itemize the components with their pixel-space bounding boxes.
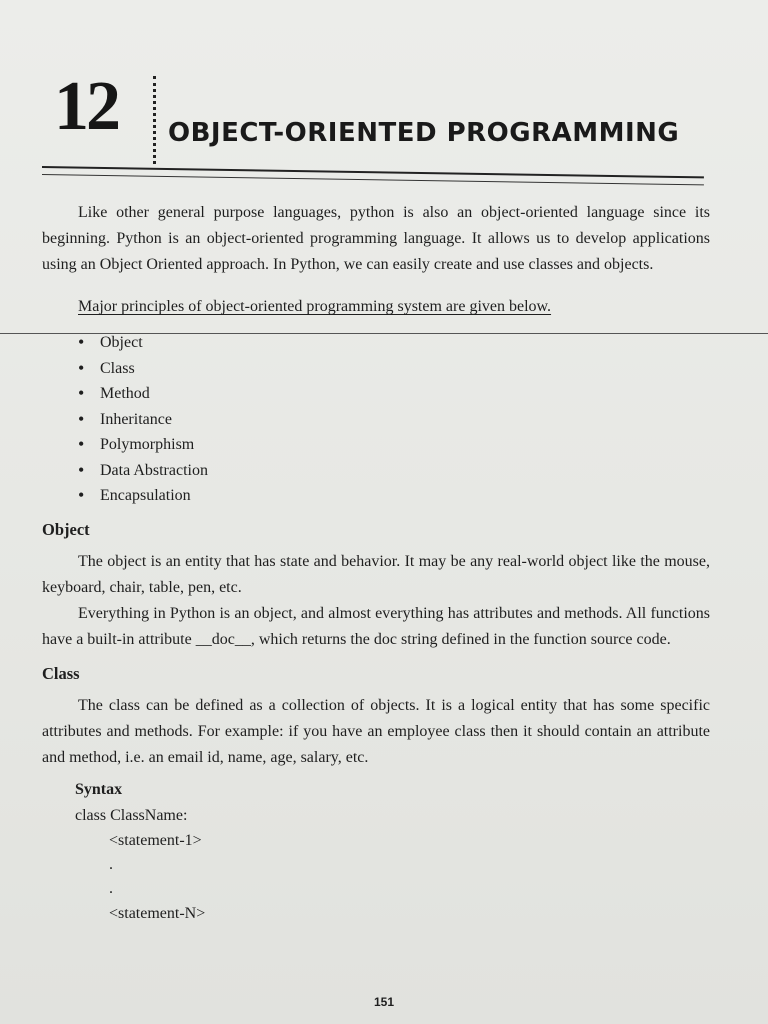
syntax-ellipsis-dot: . xyxy=(109,879,113,897)
syntax-block xyxy=(42,777,710,926)
class-paragraph: The class can be defined as a collection of objects. It is a logical entity that has some specific attributes and methods. For example: if you have an employee class then it should contain an attribute and method, i.e. an email id, name, age, salary, etc. xyxy=(42,696,710,766)
syntax-statement-last: <statement-N> xyxy=(109,904,206,922)
syntax-statement-first: <statement-1> xyxy=(109,831,202,849)
syntax-heading: Syntax xyxy=(75,780,123,798)
list-item: • Object xyxy=(78,330,710,356)
chapter-title: OBJECT-ORIENTED PROGRAMMING xyxy=(168,118,680,148)
list-item: • Data Abstraction xyxy=(78,458,710,484)
list-item: • Polymorphism xyxy=(78,432,710,458)
chapter-number: 12 xyxy=(54,68,118,145)
object-heading: Object xyxy=(42,519,90,539)
chapter-header xyxy=(42,68,707,198)
object-paragraph-2: Everything in Python is an object, and almost everything has attributes and methods. All functions have a built-in attribute __doc__, which returns the doc string defined in the function source code. xyxy=(42,604,710,648)
syntax-ellipsis-dot: . xyxy=(109,855,113,873)
class-heading: Class xyxy=(42,663,80,683)
list-item: • Class xyxy=(78,356,710,382)
intro-paragraph: Like other general purpose languages, python is also an object-oriented language since its beginning. Python is an object-oriented programming language. It allows us to develop applications using an Object Oriented approach. In Python, we can easily create and use classes and objects. xyxy=(42,204,710,273)
dotted-separator xyxy=(153,76,156,164)
principles-intro: Major principles of object-oriented programming system are given below. xyxy=(78,298,552,315)
object-paragraph-1: The object is an entity that has state and behavior. It may be any real-world object like the mouse, keyboard, chair, table, pen, etc. xyxy=(42,552,710,596)
page-number: 151 xyxy=(373,995,395,1009)
principles-list xyxy=(42,330,710,509)
syntax-class-line: class ClassName: xyxy=(75,806,188,824)
list-item: • Method xyxy=(78,381,710,407)
body-text xyxy=(42,200,710,926)
list-item: • Inheritance xyxy=(78,407,710,433)
list-item: • Encapsulation xyxy=(78,483,710,509)
